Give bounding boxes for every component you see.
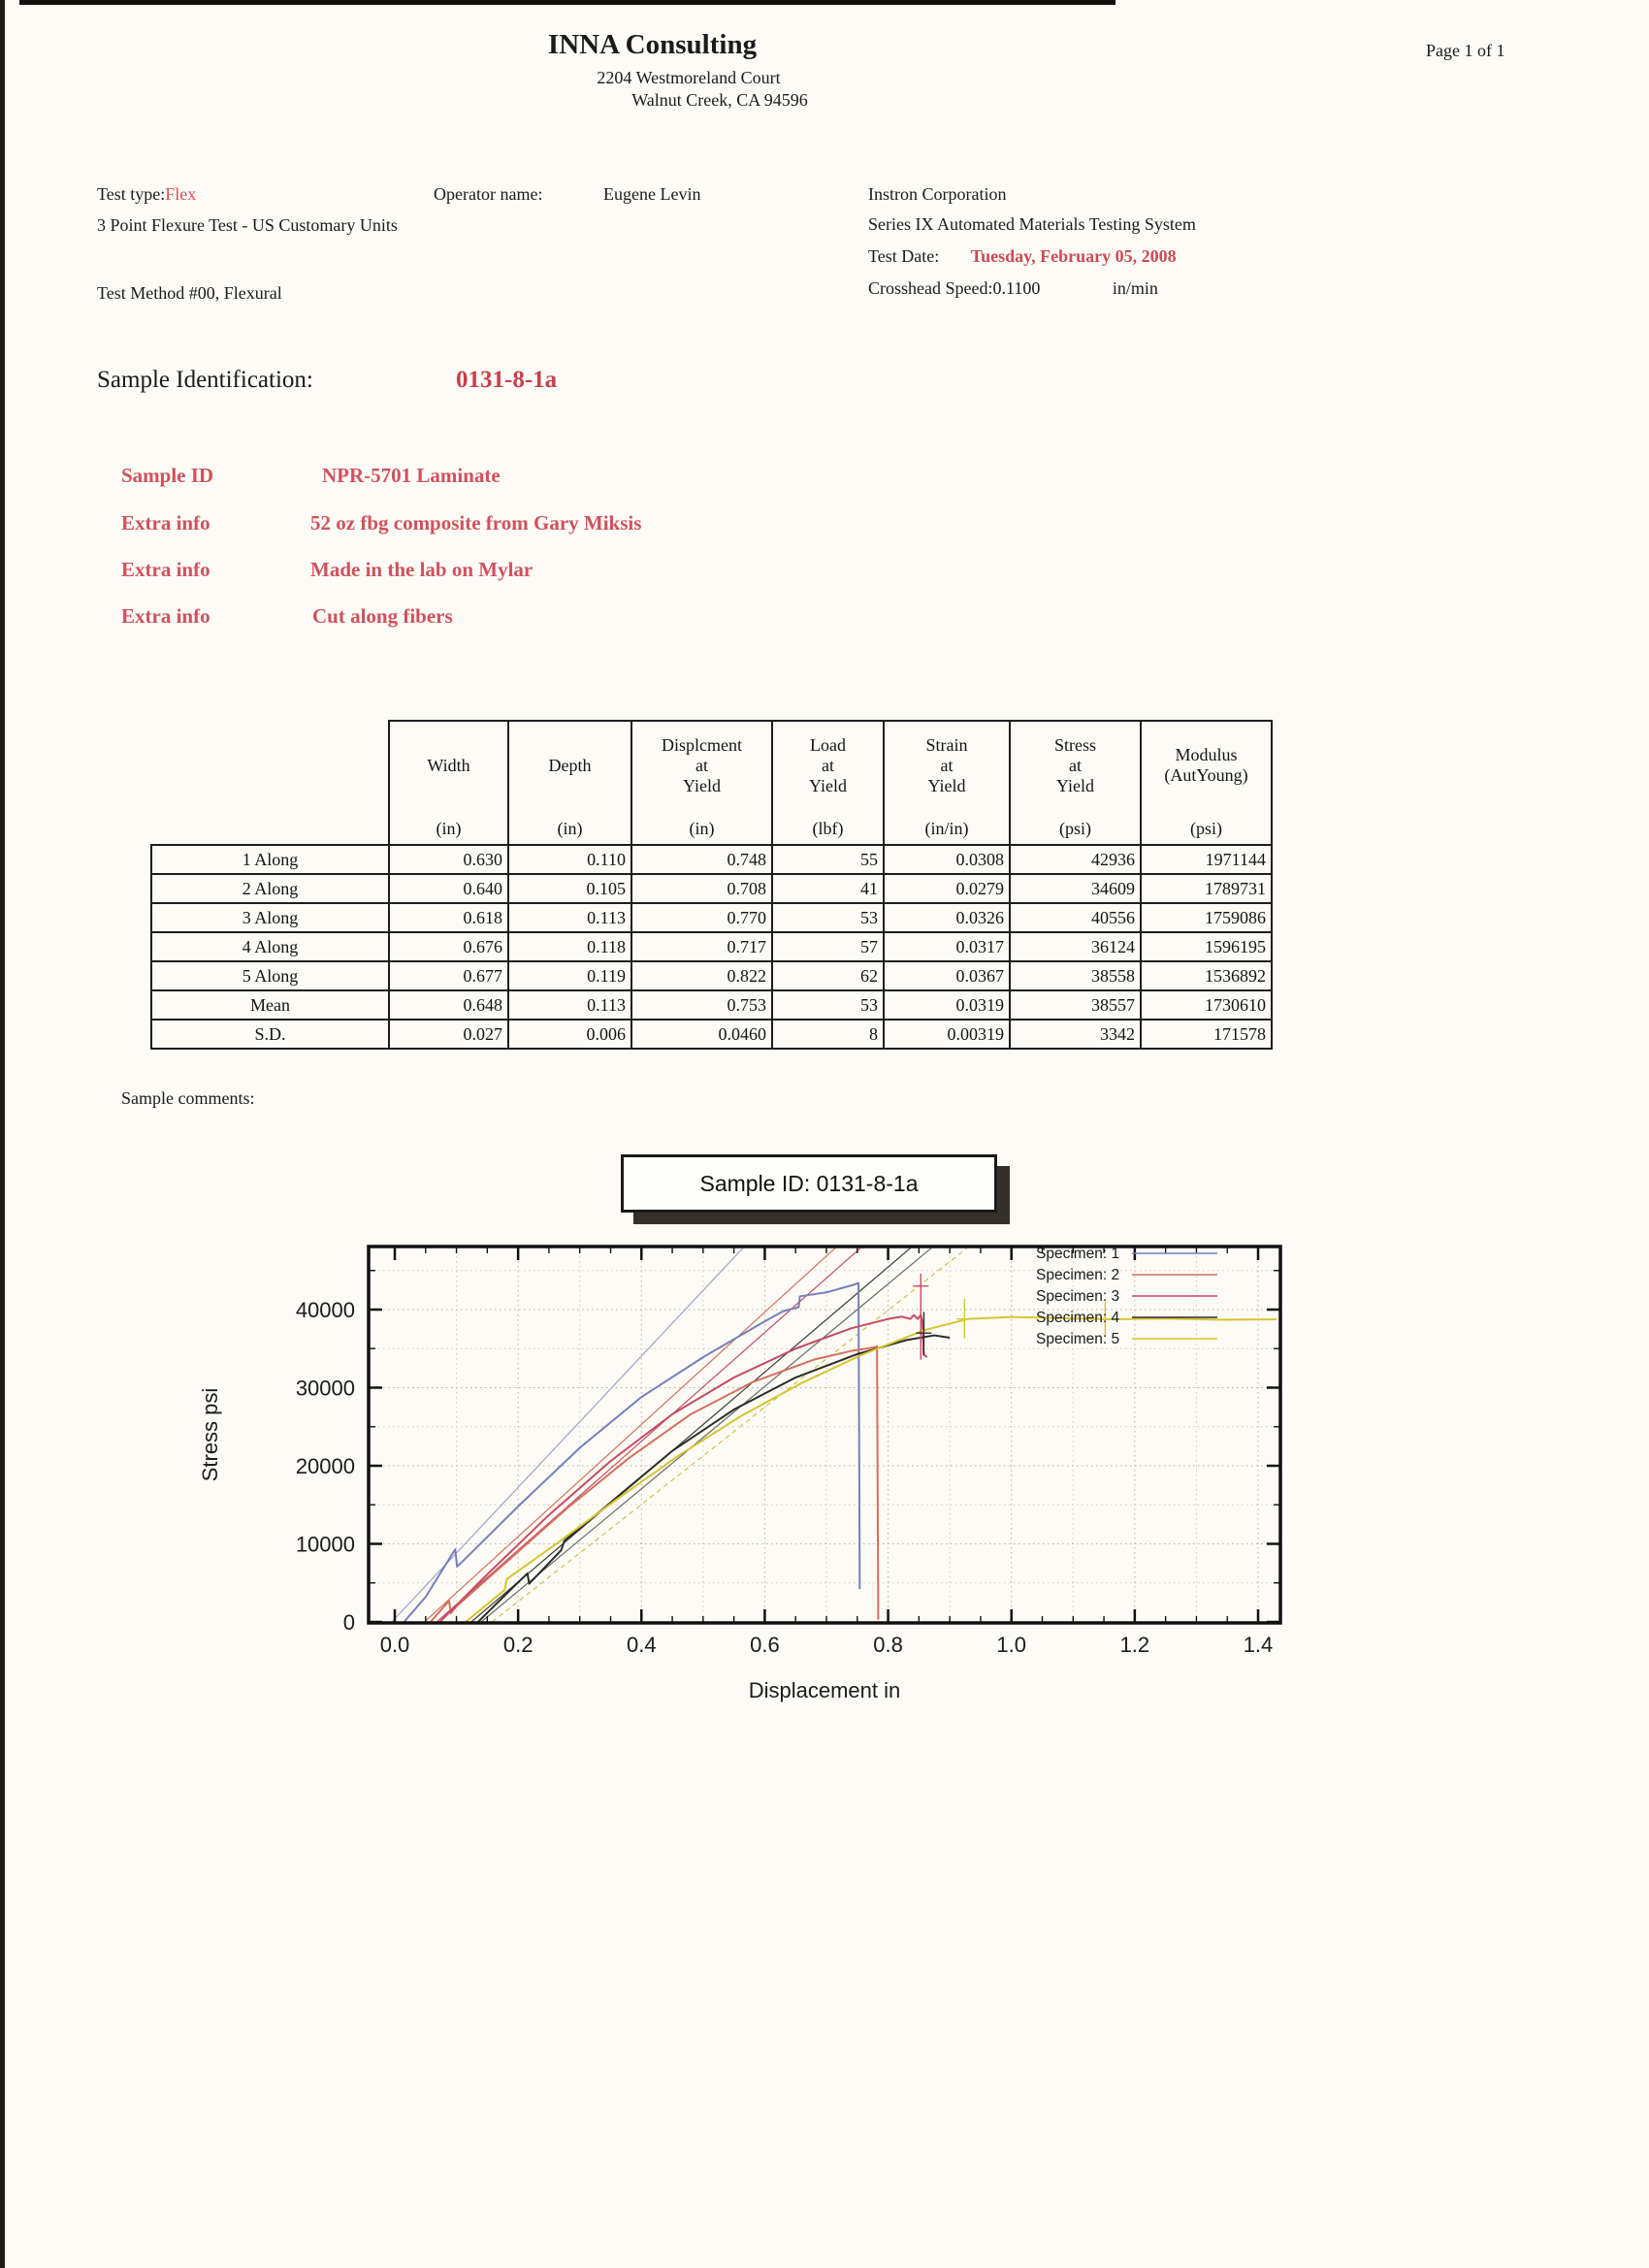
svg-text:Specimen: 1: Specimen: 1: [1036, 1246, 1120, 1262]
column-header: Load at Yield (lbf): [772, 721, 884, 845]
svg-text:Specimen: 5: Specimen: 5: [1036, 1331, 1120, 1347]
svg-text:1.0: 1.0: [996, 1633, 1027, 1657]
row-label: 3 Along: [151, 903, 389, 932]
svg-text:0.4: 0.4: [626, 1633, 657, 1657]
table-corner-cell: [151, 721, 389, 845]
table-row: [151, 932, 1272, 961]
crosshead-label: Crosshead Speed:: [868, 278, 993, 298]
chart-title-box: [621, 1154, 997, 1213]
svg-text:0: 0: [342, 1610, 355, 1635]
sample-comments-label: Sample comments:: [121, 1088, 255, 1108]
cell-value: 171578: [1141, 1020, 1272, 1049]
svg-text:40000: 40000: [295, 1298, 355, 1322]
cell-value: 0.110: [508, 845, 631, 874]
cell-value: 0.00319: [884, 1020, 1010, 1049]
crosshead-row: [868, 278, 1158, 299]
cell-value: 1759086: [1141, 903, 1272, 932]
scan-artifact-top-edge: [19, 0, 1116, 5]
cell-value: 0.717: [631, 932, 772, 961]
table-row: [151, 1020, 1272, 1049]
cell-value: 0.027: [389, 1020, 508, 1049]
address-line-1: 2204 Westmoreland Court: [597, 68, 781, 87]
cell-value: 1971144: [1141, 845, 1272, 874]
operator-label: Operator name:: [434, 184, 543, 204]
cell-value: 38557: [1010, 990, 1141, 1020]
table-row: [151, 961, 1272, 990]
svg-text:Stress psi: Stress psi: [198, 1387, 222, 1482]
cell-value: 1596195: [1141, 932, 1272, 961]
cell-value: 0.640: [389, 874, 508, 903]
svg-text:0.6: 0.6: [750, 1633, 780, 1657]
sample-row-label: Extra info: [121, 558, 210, 581]
sample-row-value: Made in the lab on Mylar: [310, 558, 534, 581]
cell-value: 0.753: [631, 990, 772, 1020]
test-type-row: [97, 184, 196, 205]
svg-text:1.2: 1.2: [1119, 1633, 1150, 1657]
cell-value: 0.0308: [884, 845, 1010, 874]
cell-value: 3342: [1010, 1020, 1141, 1049]
cell-value: 0.748: [631, 845, 772, 874]
scan-artifact-left-edge: [0, 0, 5, 2268]
sample-row-label: Sample ID: [121, 464, 214, 487]
table-row: [151, 874, 1272, 903]
sample-row-value: 52 oz fbg composite from Gary Miksis: [310, 511, 642, 535]
test-date-label: Test Date:: [868, 246, 940, 266]
sample-row-value: NPR-5701 Laminate: [322, 464, 501, 487]
cell-value: 62: [772, 961, 884, 990]
column-header: Modulus (AutYoung) (psi): [1141, 721, 1272, 845]
table-row: [151, 990, 1272, 1020]
cell-value: 0.0460: [631, 1020, 772, 1049]
cell-value: 0.118: [508, 932, 631, 961]
cell-value: 0.0279: [884, 874, 1010, 903]
results-table: [150, 720, 1273, 1050]
cell-value: 0.630: [389, 845, 508, 874]
row-label: 2 Along: [151, 874, 389, 903]
cell-value: 0.113: [508, 990, 631, 1020]
test-date-value: Tuesday, February 05, 2008: [970, 246, 1177, 266]
crosshead-value: 0.1100: [992, 278, 1041, 298]
svg-text:0.8: 0.8: [873, 1633, 903, 1657]
test-date-row: [868, 246, 1177, 267]
instrument-company: Instron Corporation: [868, 184, 1007, 204]
svg-text:Displacement in: Displacement in: [748, 1678, 901, 1702]
sample-row-value: Cut along fibers: [312, 604, 453, 628]
chart-title-text: Sample ID: 0131-8-1a: [699, 1170, 919, 1196]
cell-value: 0.0317: [884, 932, 1010, 961]
test-type-value: Flex: [165, 184, 197, 204]
cell-value: 57: [772, 932, 884, 961]
svg-text:Specimen: 3: Specimen: 3: [1036, 1288, 1120, 1305]
sample-row-label: Extra info: [121, 511, 210, 535]
cell-value: 0.618: [389, 903, 508, 932]
cell-value: 1730610: [1141, 990, 1272, 1020]
cell-value: 0.0367: [884, 961, 1010, 990]
cell-value: 55: [772, 845, 884, 874]
test-type-label: Test type:: [97, 184, 166, 204]
cell-value: 8: [772, 1020, 884, 1049]
cell-value: 0.677: [389, 961, 508, 990]
sample-identification-value: 0131-8-1a: [456, 367, 558, 393]
cell-value: 53: [772, 903, 884, 932]
svg-text:20000: 20000: [295, 1454, 355, 1478]
cell-value: 41: [772, 874, 884, 903]
cell-value: 0.0319: [884, 990, 1010, 1020]
operator-value: Eugene Levin: [603, 184, 701, 204]
cell-value: 40556: [1010, 903, 1141, 932]
svg-text:Specimen: 2: Specimen: 2: [1036, 1267, 1120, 1283]
column-header: Displcment at Yield (in): [631, 721, 772, 845]
column-header: Depth (in): [508, 721, 631, 845]
crosshead-units: in/min: [1112, 278, 1158, 298]
column-header: Stress at Yield (psi): [1010, 721, 1141, 845]
cell-value: 1536892: [1141, 961, 1272, 990]
address-line-2: Walnut Creek, CA 94596: [631, 90, 808, 110]
cell-value: 0.708: [631, 874, 772, 903]
column-header: Strain at Yield (in/in): [884, 721, 1010, 845]
cell-value: 0.113: [508, 903, 631, 932]
sample-row-label: Extra info: [121, 604, 210, 628]
row-label: 5 Along: [151, 961, 389, 990]
cell-value: 0.0326: [884, 903, 1010, 932]
stress-displacement-chart: [184, 1227, 1377, 1712]
cell-value: 0.648: [389, 990, 508, 1020]
test-subtitle: 3 Point Flexure Test - US Customary Units: [97, 215, 398, 235]
cell-value: 0.822: [631, 961, 772, 990]
svg-text:30000: 30000: [295, 1376, 355, 1401]
table-row: [151, 845, 1272, 874]
cell-value: 0.770: [631, 903, 772, 932]
cell-value: 0.105: [508, 874, 631, 903]
svg-text:1.4: 1.4: [1243, 1633, 1274, 1657]
column-header: Width (in): [389, 721, 508, 845]
sample-identification-label: Sample Identification:: [97, 367, 313, 393]
page-title: INNA Consulting: [547, 29, 758, 60]
row-label: 4 Along: [151, 932, 389, 961]
cell-value: 42936: [1010, 845, 1141, 874]
cell-value: 36124: [1010, 932, 1141, 961]
cell-value: 0.676: [389, 932, 508, 961]
row-label: Mean: [151, 990, 389, 1020]
row-label: S.D.: [151, 1020, 389, 1049]
page-number-label: Page 1 of 1: [1426, 41, 1505, 60]
cell-value: 34609: [1010, 874, 1141, 903]
cell-value: 1789731: [1141, 874, 1272, 903]
row-label: 1 Along: [151, 845, 389, 874]
cell-value: 0.119: [508, 961, 631, 990]
test-method: Test Method #00, Flexural: [97, 283, 282, 303]
svg-text:0.0: 0.0: [379, 1633, 410, 1657]
svg-text:0.2: 0.2: [502, 1633, 534, 1657]
cell-value: 53: [772, 990, 884, 1020]
table-row: [151, 903, 1272, 932]
svg-text:10000: 10000: [295, 1532, 355, 1557]
results-table-container: [150, 720, 1273, 1050]
cell-value: 0.006: [508, 1020, 631, 1049]
svg-text:Specimen: 4: Specimen: 4: [1036, 1310, 1120, 1326]
cell-value: 38558: [1010, 961, 1141, 990]
instrument-system: Series IX Automated Materials Testing System: [868, 214, 1196, 234]
